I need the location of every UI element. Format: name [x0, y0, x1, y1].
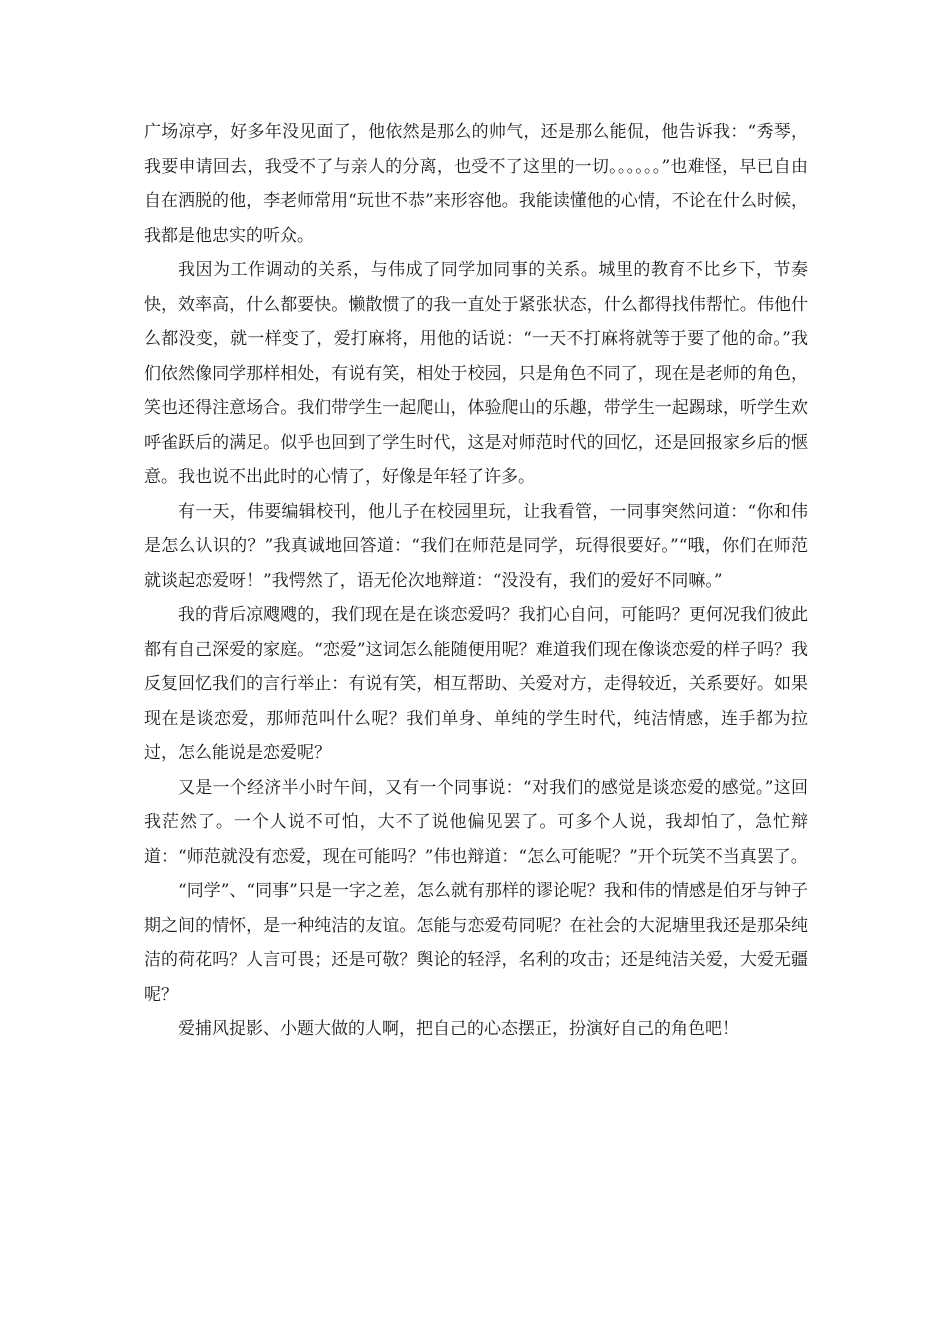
paragraph-7: 爱捕风捉影、小题大做的人啊，把自己的心态摆正，扮演好自己的角色吧！ — [178, 1019, 739, 1039]
paragraph-4: 我的背后凉飕飕的，我们现在是在谈恋爱吗？我扪心自问，可能吗？更何况我们彼此都有自己深爱的家庭。“恋爱”这词怎么能随便用呢？难道我们现在像谈恋爱的样子吗？我反复回忆我们的言行举止：有说有笑，相互帮助、关爱对方，走得较近，关系要好。如果现在是谈恋爱，那师范叫什么呢？我们单身、单纯的学生时代，纯洁情感，连手都为拉过，怎么能说是恋爱呢？ — [144, 605, 808, 763]
paragraph-1: 广场凉亭，好多年没见面了，他依然是那么的帅气，还是那么能侃，他告诉我：“秀琴，我要申请回去，我受不了与亲人的分离，也受不了这里的一切。。。。。。”也难怪，早已自由自在洒脱的他，李老师常用“玩世不恭”来形容他。我能读懂他的心情，不论在什么时候，我都是他忠实的听众。 — [144, 122, 808, 246]
paragraph-3: 有一天，伟要编辑校刊，他儿子在校园里玩，让我看管，一同事突然问道：“你和伟是怎么认识的？”我真诚地回答道：“我们在师范是同学，玩得很要好。”“哦，你们在师范就谈起恋爱呀！”我愕然了，语无伦次地辩道：“没没有，我们的爱好不同嘛。” — [144, 501, 808, 591]
paragraph-2: 我因为工作调动的关系，与伟成了同学加同事的关系。城里的教育不比乡下，节奏快，效率高，什么都要快。懒散惯了的我一直处于紧张状态，什么都得找伟帮忙。伟他什么都没变，就一样变了，爱打麻将，用他的话说：“一天不打麻将就等于要了他的命。”我们依然像同学那样相处，有说有笑，相处于校园，只是角色不同了，现在是老师的角色，笑也还得注意场合。我们带学生一起爬山，体验爬山的乐趣，带学生一起踢球，听学生欢呼雀跃后的满足。似乎也回到了学生时代，这是对师范时代的回忆，还是回报家乡后的惬意。我也说不出此时的心情了，好像是年轻了许多。 — [144, 260, 808, 487]
paragraph-5: 又是一个经济半小时午间，又有一个同事说：“对我们的感觉是谈恋爱的感觉。”这回我茫然了。一个人说不可怕，大不了说他偏见罢了。可多个人说，我却怕了，急忙辩道：“师范就没有恋爱，现在可能吗？”伟也辩道：“怎么可能呢？”开个玩笑不当真罢了。 — [144, 777, 808, 867]
paragraph-6: “同学”、“同事”只是一字之差，怎么就有那样的谬论呢？我和伟的情感是伯牙与钟子期之间的情怀，是一种纯洁的友谊。怎能与恋爱苟同呢？在社会的大泥塘里我还是那朵纯洁的荷花吗？人言可畏；还是可敬？舆论的轻浮，名利的攻击；还是纯洁关爱，大爱无疆呢？ — [144, 881, 808, 1005]
document-body — [144, 115, 808, 1047]
